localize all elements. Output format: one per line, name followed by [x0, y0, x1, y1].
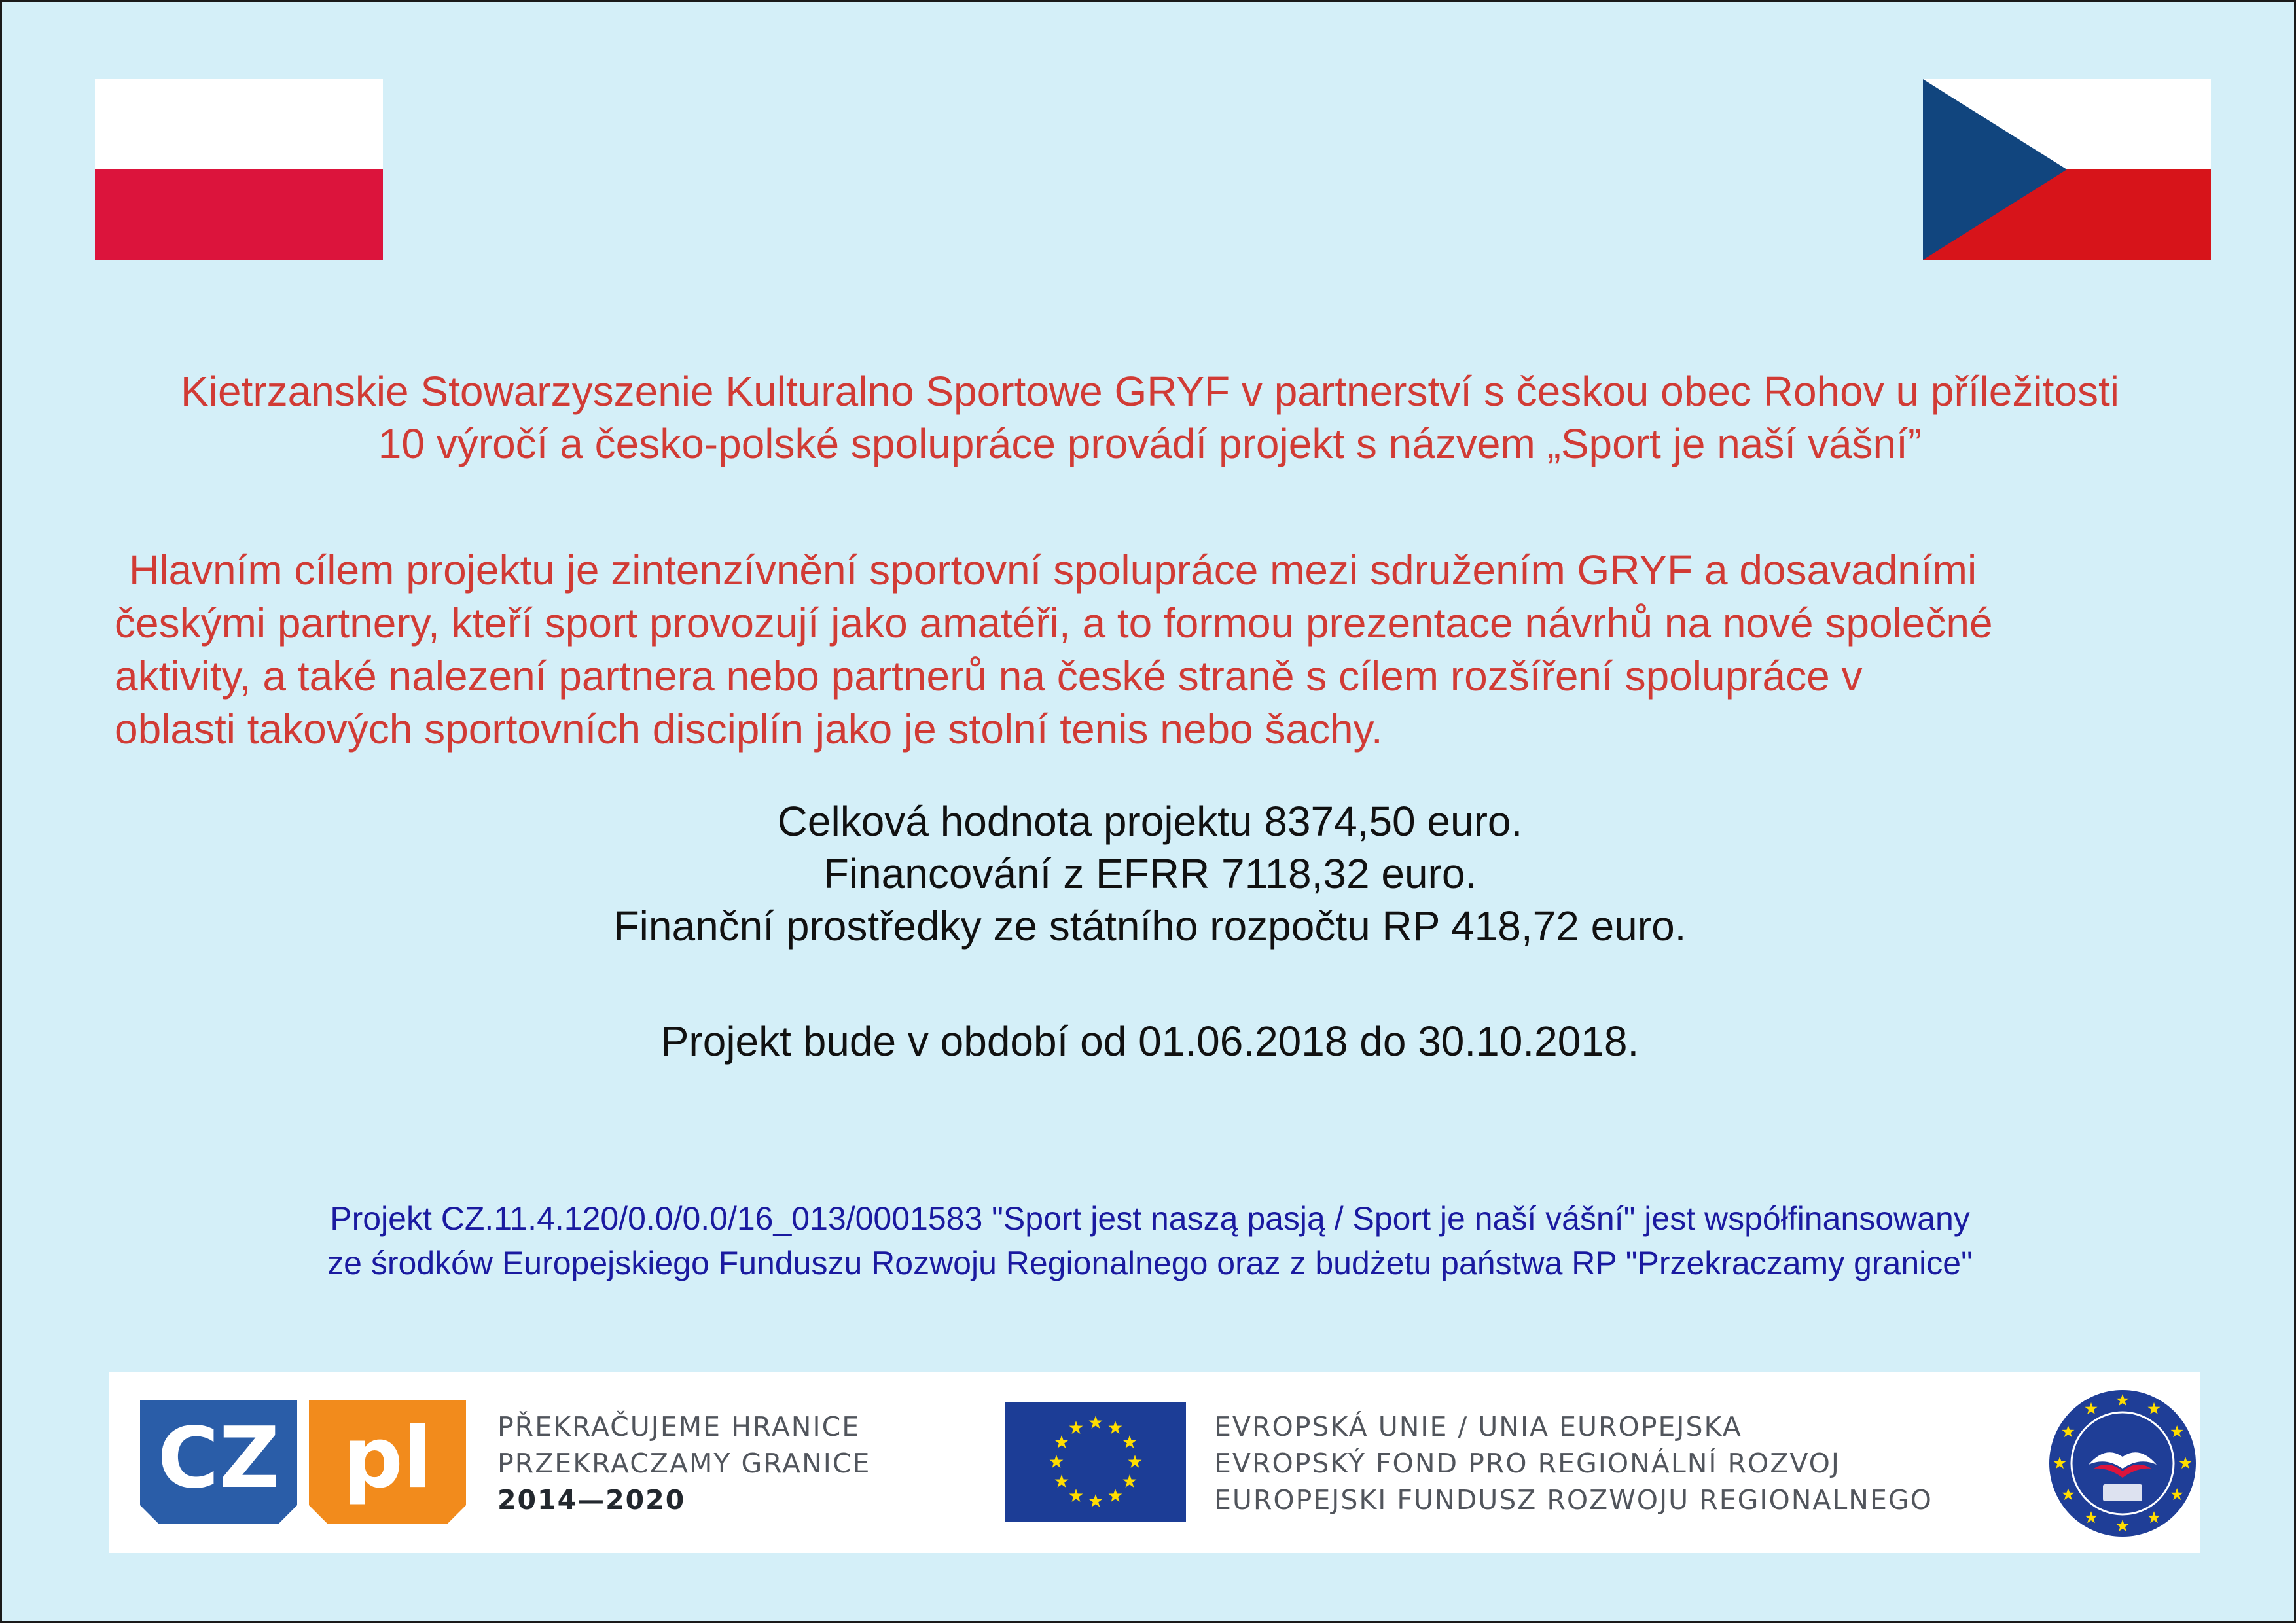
czpl-years: 2014—2020: [497, 1484, 686, 1516]
funding-line: Projekt CZ.11.4.120/0.0/0.0/16_013/0001583 "Sport jest naszą pasją / Sport je naší vášní" jest współfinansowany: [330, 1200, 1970, 1237]
funding-statement: [2, 1196, 2296, 1285]
goal-line: oblasti takových sportovních disciplín jako je stolní tenis nebo šachy.: [115, 705, 1383, 753]
project-goal: [115, 544, 2235, 756]
eu-line: EVROPSKÁ UNIE / UNIA EUROPEJSKA: [1214, 1411, 1742, 1442]
eu-flag-icon: [1005, 1402, 1186, 1522]
czpl-line: PŘEKRAČUJEME HRANICE: [497, 1411, 861, 1442]
czpl-logo-icon: [140, 1400, 466, 1524]
czpl-mark-left: CZ: [157, 1410, 280, 1507]
project-financing: [2, 795, 2296, 952]
state-budget-financing: Finanční prostředky ze státního rozpočtu RP 418,72 euro.: [613, 902, 1687, 950]
czpl-program-text: [497, 1408, 870, 1518]
czpl-line: PRZEKRACZAMY GRANICE: [497, 1448, 871, 1479]
euroregion-silesia-emblem-icon: [2048, 1389, 2197, 1538]
czech-flag-icon: [1923, 79, 2211, 260]
eu-text: [1214, 1408, 1933, 1518]
heading-line: 10 výročí a česko-polské spolupráce provádí projekt s názvem „Sport je naší vášní”: [378, 420, 1922, 467]
total-value: Celková hodnota projektu 8374,50 euro.: [777, 798, 1523, 845]
project-period: Projekt bude v období od 01.06.2018 do 30.10.2018.: [660, 1018, 1640, 1065]
heading-line: Kietrzanskie Stowarzyszenie Kulturalno Sportowe GRYF v partnerství s českou obec Rohov u příležitosti: [181, 368, 2119, 415]
eu-line: EVROPSKÝ FOND PRO REGIONÁLNÍ ROZVOJ: [1214, 1448, 1841, 1479]
goal-line: českými partnery, kteří sport provozují jako amatéři, a to formou prezentace návrhů na nové společné: [115, 599, 1993, 647]
goal-line: aktivity, a také nalezení partnera nebo partnerů na české straně s cílem rozšíření spolupráce v: [115, 652, 1863, 700]
goal-line: Hlavním cílem projektu je zintenzívnění sportovní spolupráce mezi sdružením GRYF a dosavadními: [129, 546, 1977, 594]
logo-strip: [109, 1372, 2200, 1553]
polish-flag-icon: [95, 79, 383, 260]
project-heading: [41, 365, 2259, 470]
efrr-financing: Financování z EFRR 7118,32 euro.: [823, 850, 1477, 897]
czpl-mark-right: pl: [343, 1410, 432, 1507]
eu-line: EUROPEJSKI FUNDUSZ ROZWOJU REGIONALNEGO: [1214, 1484, 1933, 1516]
funding-line: ze środków Europejskiego Funduszu Rozwoju Regionalnego oraz z budżetu państwa RP "Przekraczamy granice": [327, 1245, 1973, 1281]
